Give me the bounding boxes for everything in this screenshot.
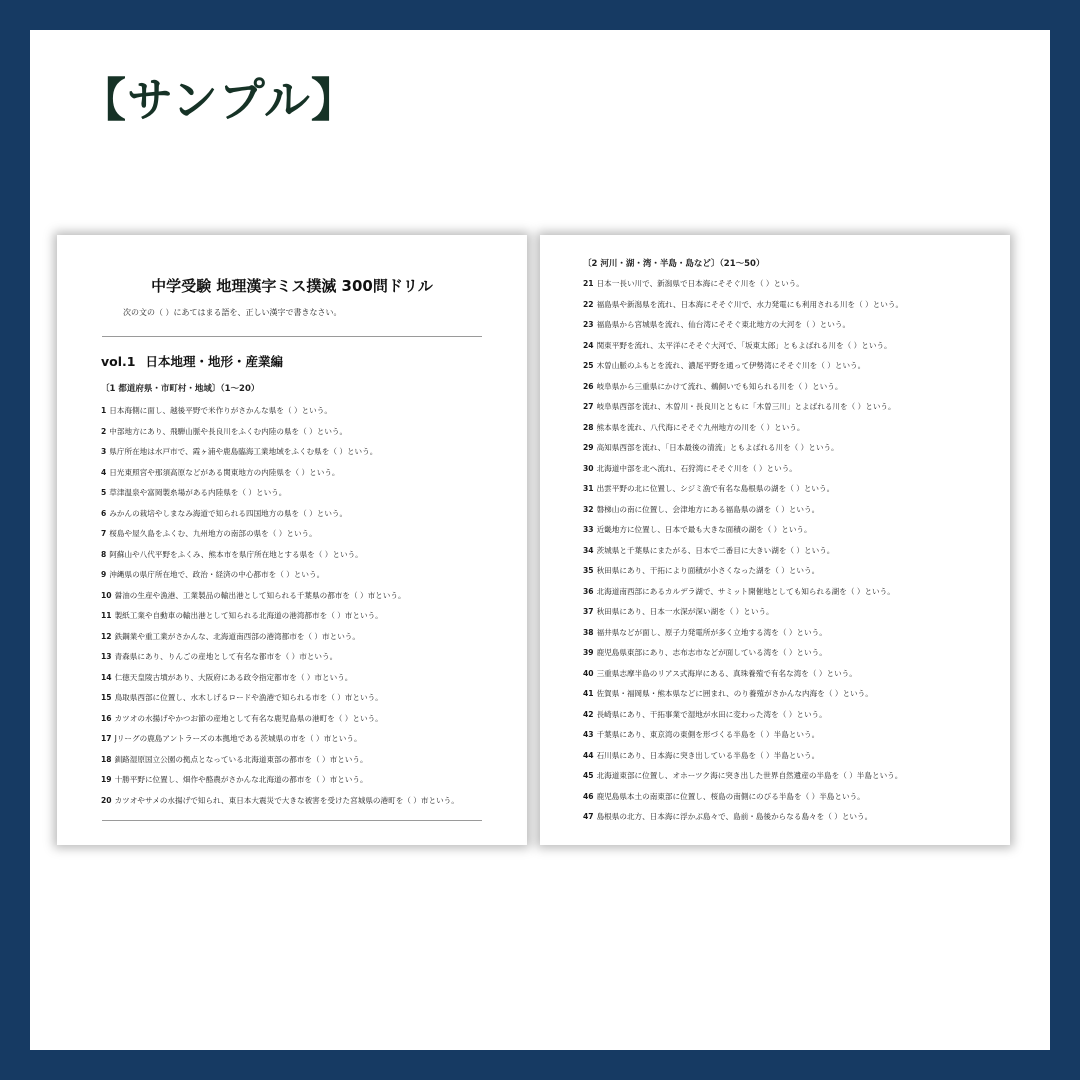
question-number: 34 — [583, 545, 594, 555]
question-item — [583, 459, 903, 480]
question-text: カツオの水揚げやかつお節の産地として有名な鹿児島県の港町を（ ）という。 — [114, 713, 383, 723]
question-item — [583, 561, 903, 582]
question-number: 42 — [583, 709, 594, 719]
question-number: 22 — [583, 299, 594, 309]
question-item — [583, 295, 903, 316]
question-number: 43 — [583, 730, 594, 739]
question-number: 29 — [583, 443, 594, 452]
question-item — [583, 766, 903, 787]
question-item — [101, 401, 459, 422]
question-text: みかんの栽培やしまなみ海道で知られる四国地方の県を（ ）という。 — [109, 508, 348, 518]
question-item — [583, 274, 903, 295]
question-number: 27 — [583, 402, 594, 411]
question-number: 18 — [101, 754, 112, 764]
question-text: 日光東照宮や那須高原などがある関東地方の内陸県を（ ）という。 — [109, 467, 340, 477]
question-text: 県庁所在地は水戸市で、霞ヶ浦や鹿島臨海工業地域をふくむ県を（ ）という。 — [109, 447, 378, 456]
question-text: 高知県西部を流れ、「日本最後の清流」ともよばれる川を（ ）という。 — [596, 443, 839, 452]
question-number: 9 — [101, 570, 107, 579]
question-number: 36 — [583, 586, 594, 596]
question-item — [101, 463, 459, 484]
question-item — [101, 524, 459, 545]
question-number: 13 — [101, 652, 112, 661]
question-item — [101, 668, 459, 689]
question-text: 福島県や新潟県を流れ、日本海にそそぐ川で、水力発電にも利用される川を（ ）という。 — [596, 299, 904, 309]
question-text: 草津温泉や富岡製糸場がある内陸県を（ ）という。 — [109, 488, 287, 497]
question-number: 3 — [101, 447, 107, 456]
question-item — [101, 504, 459, 525]
question-number: 4 — [101, 467, 107, 477]
question-text: 仁徳天皇陵古墳があり、大阪府にある政令指定都市を（ ）市という。 — [114, 672, 353, 682]
question-text: 長崎県にあり、干拓事業で湿地が水田に変わった湾を（ ）という。 — [596, 709, 827, 719]
question-text: 三重県志摩半島のリアス式海岸にある、真珠養殖で有名な湾を（ ）という。 — [596, 668, 857, 678]
question-item — [583, 582, 903, 603]
question-item — [101, 606, 459, 627]
question-text: 関東平野を流れ、太平洋にそそぐ大河で、「坂東太郎」ともよばれる川を（ ）という。 — [596, 340, 892, 350]
question-item — [101, 565, 459, 586]
question-text: 鳥取県西部に位置し、水木しげるロードや漁港で知られる市を（ ）市という。 — [114, 693, 383, 702]
question-text: 桜島や屋久島をふくむ、九州地方の南部の県を（ ）という。 — [109, 529, 317, 538]
question-number: 20 — [101, 795, 112, 805]
question-text: 北海道中部を北へ流れ、石狩湾にそそぐ川を（ ）という。 — [596, 463, 797, 473]
question-item — [101, 709, 459, 730]
volume-title: 日本地理・地形・産業編 — [145, 354, 283, 369]
question-text: 醤油の生産や漁港、工業製品の輸出港として知られる千葉県の都市を（ ）市という。 — [114, 590, 406, 600]
question-item — [101, 770, 459, 791]
sample-badge: 【サンプル】 — [80, 73, 358, 127]
question-item — [583, 684, 903, 705]
question-item — [101, 688, 459, 709]
question-text: 木曽山脈のふもとを流れ、濃尾平野を通って伊勢湾にそそぐ川を（ ）という。 — [596, 361, 866, 370]
question-text: 十勝平野に位置し、畑作や酪農がさかんな北海道の都市を（ ）市という。 — [114, 775, 368, 784]
question-item — [583, 356, 903, 377]
question-text: 北海道東部に位置し、オホーツク海に突き出した世界自然遺産の半島を（ ）半島という。 — [596, 771, 903, 780]
question-item — [101, 647, 459, 668]
question-item — [583, 315, 903, 336]
question-item — [583, 520, 903, 541]
question-text: 製紙工業や自動車の輸出港として知られる北海道の港湾都市を（ ）市という。 — [114, 611, 383, 620]
question-number: 15 — [101, 693, 112, 702]
question-text: 秋田県にあり、日本一水深が深い湖を（ ）という。 — [596, 607, 774, 616]
question-item — [583, 479, 903, 500]
question-number: 24 — [583, 340, 594, 350]
question-text: カツオやサメの水揚げで知られ、東日本大震災で大きな被害を受けた宮城県の港町を（ ）市という。 — [114, 795, 459, 805]
question-number: 26 — [583, 381, 594, 391]
question-item — [583, 705, 903, 726]
question-text: 阿蘇山や八代平野をふくみ、熊本市を県庁所在地とする県を（ ）という。 — [109, 549, 363, 559]
question-number: 39 — [583, 648, 594, 657]
question-number: 2 — [101, 426, 107, 436]
question-text: 岐阜県西部を流れ、木曽川・長良川とともに「木曽三川」とよばれる川を（ ）という。 — [596, 402, 896, 411]
question-number: 8 — [101, 549, 107, 559]
question-text: 近畿地方に位置し、日本で最も大きな面積の湖を（ ）という。 — [596, 525, 812, 534]
question-number: 30 — [583, 463, 594, 473]
divider — [102, 336, 482, 337]
question-list — [583, 274, 903, 828]
question-number: 38 — [583, 627, 594, 637]
question-text: 釧路湿原国立公園の拠点となっている北海道東部の都市を（ ）市という。 — [114, 754, 368, 764]
volume-heading — [101, 352, 283, 370]
question-item — [583, 336, 903, 357]
question-text: 島根県の北方、日本海に浮かぶ島々で、島前・島後からなる島々を（ ）という。 — [596, 812, 873, 821]
question-item — [101, 750, 459, 771]
question-number: 5 — [101, 488, 107, 497]
question-text: 日本海側に面し、越後平野で米作りがさかんな県を（ ）という。 — [109, 406, 332, 415]
question-number: 16 — [101, 713, 112, 723]
question-item — [101, 586, 459, 607]
question-number: 32 — [583, 504, 594, 514]
section-heading: 〔1 都道府県・市町村・地域〕（1〜20） — [101, 384, 260, 394]
question-item — [101, 729, 459, 750]
document-page-right — [540, 235, 1010, 845]
question-number: 19 — [101, 775, 112, 784]
question-item — [583, 541, 903, 562]
question-text: 鹿児島県本土の南東部に位置し、桜島の南側にのびる半島を（ ）半島という。 — [596, 791, 865, 801]
question-number: 11 — [101, 611, 112, 620]
question-text: 出雲平野の北に位置し、シジミ漁で有名な島根県の湖を（ ）という。 — [596, 484, 835, 493]
question-number: 1 — [101, 406, 107, 415]
question-number: 14 — [101, 672, 112, 682]
question-item — [583, 807, 903, 828]
question-text: 沖縄県の県庁所在地で、政治・経済の中心都市を（ ）という。 — [109, 570, 325, 579]
question-number: 35 — [583, 566, 594, 575]
question-number: 40 — [583, 668, 594, 678]
question-text: 千葉県にあり、東京湾の東側を形づくる半島を（ ）半島という。 — [596, 730, 820, 739]
document-page-left — [57, 235, 527, 845]
question-number: 31 — [583, 484, 594, 493]
question-text: 茨城県と千葉県にまたがる、日本で二番目に大きい湖を（ ）という。 — [596, 545, 835, 555]
question-item — [583, 500, 903, 521]
question-number: 23 — [583, 320, 594, 329]
instruction-text: 次の文の（ ）にあてはまる語を、正しい漢字で書きなさい。 — [123, 308, 342, 317]
question-number: 37 — [583, 607, 594, 616]
document-title: 中学受験 地理漢字ミス撲滅 300問ドリル — [151, 277, 433, 295]
question-item — [583, 397, 903, 418]
question-item — [583, 643, 903, 664]
question-number: 28 — [583, 422, 594, 432]
divider — [102, 820, 482, 821]
question-item — [583, 787, 903, 808]
question-number: 6 — [101, 508, 107, 518]
question-item — [101, 483, 459, 504]
question-item — [583, 438, 903, 459]
question-number: 44 — [583, 750, 594, 760]
white-frame — [30, 30, 1050, 1050]
question-number: 21 — [583, 279, 594, 288]
question-item — [583, 418, 903, 439]
question-number: 46 — [583, 791, 594, 801]
question-text: 福島県から宮城県を流れ、仙台湾にそそぐ東北地方の大河を（ ）という。 — [596, 320, 851, 329]
question-text: 磐梯山の南に位置し、会津地方にある福島県の湖を（ ）という。 — [596, 504, 820, 514]
section-heading: 〔2 河川・湖・湾・半島・島など〕（21〜50） — [583, 259, 765, 269]
question-item — [101, 422, 459, 443]
question-item — [583, 623, 903, 644]
question-text: 福井県などが面し、原子力発電所が多く立地する湾を（ ）という。 — [596, 627, 827, 637]
question-item — [583, 725, 903, 746]
question-text: 石川県にあり、日本海に突き出している半島を（ ）半島という。 — [596, 750, 820, 760]
question-number: 41 — [583, 689, 594, 698]
question-item — [101, 791, 459, 812]
question-number: 33 — [583, 525, 594, 534]
question-list — [101, 401, 459, 811]
question-item — [101, 545, 459, 566]
question-item — [583, 377, 903, 398]
question-text: 佐賀県・福岡県・熊本県などに囲まれ、のり養殖がさかんな内海を（ ）という。 — [596, 689, 873, 698]
question-text: 北海道南西部にあるカルデラ湖で、サミット開催地としても知られる湖を（ ）という。 — [596, 586, 895, 596]
question-text: 鹿児島県東部にあり、志布志市などが面している湾を（ ）という。 — [596, 648, 827, 657]
question-item — [583, 602, 903, 623]
question-number: 45 — [583, 771, 594, 780]
question-text: 鉄鋼業や重工業がさかんな、北海道南西部の港湾都市を（ ）市という。 — [114, 631, 360, 641]
volume-number: vol.1 — [101, 354, 136, 369]
question-text: 青森県にあり、りんごの産地として有名な都市を（ ）市という。 — [114, 652, 338, 661]
question-text: Jリーグの鹿島アントラーズの本拠地である茨城県の市を（ ）市という。 — [114, 734, 362, 743]
question-text: 岐阜県から三重県にかけて流れ、鵜飼いでも知られる川を（ ）という。 — [596, 381, 843, 391]
question-text: 日本一長い川で、新潟県で日本海にそそぐ川を（ ）という。 — [596, 279, 804, 288]
question-item — [583, 664, 903, 685]
question-item — [101, 627, 459, 648]
question-number: 25 — [583, 361, 594, 370]
question-number: 17 — [101, 734, 112, 743]
question-item — [583, 746, 903, 767]
question-item — [101, 442, 459, 463]
question-text: 熊本県を流れ、八代海にそそぐ九州地方の川を（ ）という。 — [596, 422, 805, 432]
question-text: 中部地方にあり、飛騨山脈や長良川をふくむ内陸の県を（ ）という。 — [109, 426, 348, 436]
question-number: 7 — [101, 529, 107, 538]
question-text: 秋田県にあり、干拓により面積が小さくなった湖を（ ）という。 — [596, 566, 820, 575]
question-number: 10 — [101, 590, 112, 600]
question-number: 47 — [583, 812, 594, 821]
question-number: 12 — [101, 631, 112, 641]
